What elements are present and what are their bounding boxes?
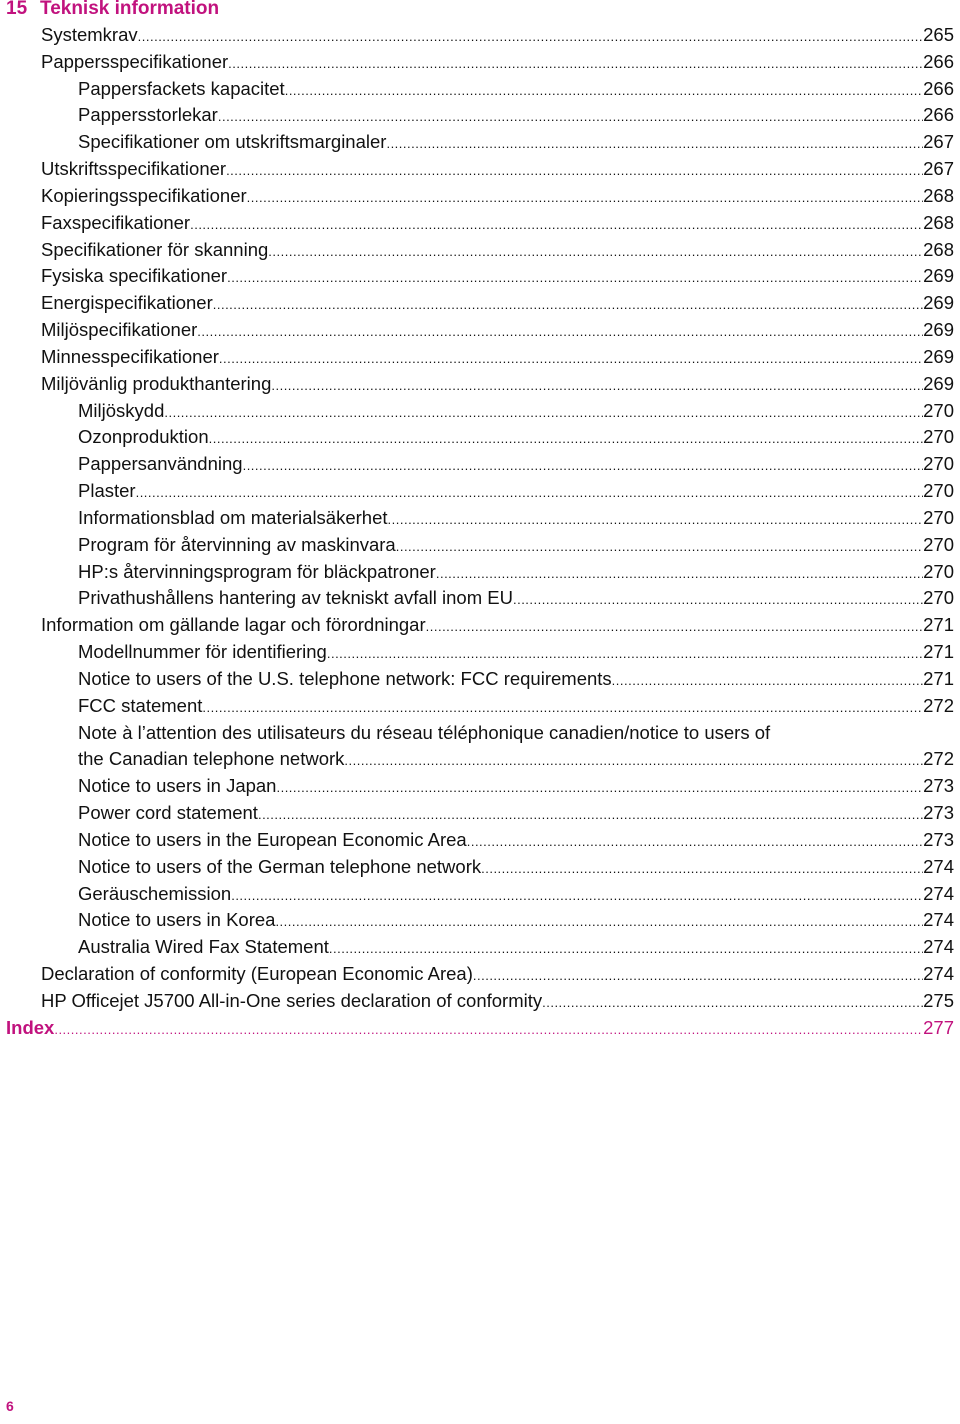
toc-entry-title: Informationsblad om materialsäkerhet	[78, 506, 388, 528]
dot-leader	[344, 748, 923, 775]
dot-leader	[542, 990, 923, 1017]
toc-entry[interactable]	[0, 371, 960, 398]
toc-entry-title: Notice to users of the German telephone network	[78, 855, 482, 877]
toc-entry[interactable]	[0, 344, 960, 371]
toc-entry-page: 271	[923, 667, 954, 689]
dot-leader	[473, 963, 923, 990]
dot-leader	[329, 936, 923, 963]
toc-entry-title: Declaration of conformity (European Economic Area)	[41, 962, 473, 984]
index-page: 277	[923, 1016, 954, 1038]
toc-entry-page: 268	[923, 211, 954, 233]
chapter-number: 15	[6, 0, 28, 19]
toc-entry-page: 270	[923, 426, 954, 448]
toc-entry[interactable]	[0, 263, 960, 290]
dot-leader	[228, 51, 923, 78]
toc-entry-page: 274	[923, 882, 954, 904]
toc-entry-title: Pappersstorlekar	[78, 104, 218, 126]
toc-entry-page: 270	[923, 587, 954, 609]
dot-leader	[275, 909, 923, 936]
dot-leader	[396, 534, 923, 561]
dot-leader	[386, 131, 923, 158]
chapter-heading[interactable]	[6, 0, 219, 22]
dot-leader	[276, 775, 923, 802]
toc-entry[interactable]	[0, 854, 960, 881]
toc-entry[interactable]	[0, 49, 960, 76]
toc-entry-page: 266	[923, 77, 954, 99]
toc-entry-page: 269	[923, 292, 954, 314]
toc-entry-page: 269	[923, 319, 954, 341]
dot-leader	[219, 346, 923, 373]
dot-leader	[197, 319, 923, 346]
toc-entry-title: Notice to users in the European Economic Area	[78, 828, 467, 850]
toc-entry[interactable]	[0, 532, 960, 559]
toc-entry-page: 270	[923, 533, 954, 555]
toc-entry-title: Utskriftsspecifikationer	[41, 158, 227, 180]
toc-entry[interactable]	[0, 639, 960, 666]
toc-entry-page: 274	[923, 962, 954, 984]
toc-entry[interactable]	[0, 156, 960, 183]
dot-leader	[202, 695, 923, 722]
toc-entry-page: 268	[923, 184, 954, 206]
toc-entry-title: Faxspecifikationer	[41, 211, 191, 233]
toc-entry-page: 271	[923, 641, 954, 663]
dot-leader	[481, 856, 923, 883]
toc-entry-page: 274	[923, 909, 954, 931]
toc-entry[interactable]	[0, 102, 960, 129]
toc-entry[interactable]	[0, 773, 960, 800]
dot-leader	[513, 587, 923, 614]
toc-entry-page: 270	[923, 506, 954, 528]
toc-entry-title: Fysiska specifikationer	[41, 265, 228, 287]
dot-leader	[231, 883, 923, 910]
toc-entry-title: HP:s återvinningsprogram för bläckpatroner	[78, 560, 436, 582]
dot-leader	[226, 158, 923, 185]
toc-entry-page: 266	[923, 50, 954, 72]
toc-entry[interactable]	[0, 612, 960, 639]
toc-entry[interactable]	[0, 290, 960, 317]
toc-entry-title: Specifikationer om utskriftsmarginaler	[78, 131, 387, 153]
dot-leader	[268, 239, 923, 266]
dot-leader	[467, 829, 923, 856]
toc-entry-page: 269	[923, 345, 954, 367]
dot-leader	[227, 265, 923, 292]
toc-entry[interactable]	[0, 22, 960, 49]
toc-entry-page: 267	[923, 158, 954, 180]
dot-leader	[247, 185, 923, 212]
toc-entry-page: 274	[923, 855, 954, 877]
dot-leader	[54, 1017, 923, 1044]
toc-entry-title: Minnesspecifikationer	[41, 345, 219, 367]
dot-leader	[258, 802, 923, 829]
toc-entry-title: Notice to users in Korea	[78, 909, 276, 931]
toc-entry-title: Kopieringsspecifikationer	[41, 184, 247, 206]
toc-entry[interactable]	[0, 76, 960, 103]
toc-entry-page: 271	[923, 614, 954, 636]
toc-entry-title: Miljöskydd	[78, 399, 165, 421]
toc-entry-page: 272	[923, 748, 954, 770]
toc-entry-title: Privathushållens hantering av tekniskt avfall inom EU	[78, 587, 513, 609]
dot-leader	[243, 453, 924, 480]
toc-entry-page: 274	[923, 936, 954, 958]
toc-entry-title-cont: the Canadian telephone network	[78, 748, 345, 770]
dot-leader	[271, 373, 923, 400]
dot-leader	[612, 668, 923, 695]
toc-entry-page: 272	[923, 694, 954, 716]
dot-leader	[436, 561, 923, 588]
toc-entry-page: 270	[923, 480, 954, 502]
toc-entry-title: Pappersspecifikationer	[41, 50, 229, 72]
toc-entry-title: Notice to users in Japan	[78, 775, 277, 797]
toc-entry[interactable]	[0, 907, 960, 934]
dot-leader	[218, 104, 923, 131]
toc-entry-title: Plaster	[78, 480, 136, 502]
toc-entry[interactable]	[0, 559, 960, 586]
toc-entry-page: 273	[923, 775, 954, 797]
toc-entry-title: Specifikationer för skanning	[41, 238, 269, 260]
toc-entry-page: 270	[923, 399, 954, 421]
toc-entry[interactable]	[0, 961, 960, 988]
toc-entry-title: Note à l’attention des utilisateurs du réseau téléphonique canadien/notice to users of	[78, 721, 771, 743]
toc-entry[interactable]	[0, 317, 960, 344]
toc-entry[interactable]	[0, 666, 960, 693]
toc-entry-page: 273	[923, 802, 954, 824]
dot-leader	[285, 78, 923, 105]
dot-leader	[190, 212, 923, 239]
toc-list	[0, 22, 960, 1041]
toc-entry-index[interactable]	[0, 1015, 960, 1042]
toc-entry[interactable]	[0, 424, 960, 451]
toc-entry-title: Pappersanvändning	[78, 453, 243, 475]
toc-entry-page: 269	[923, 372, 954, 394]
chapter-title: Teknisk information	[40, 0, 220, 19]
toc-entry-title: Information om gällande lagar och förordningar	[41, 614, 426, 636]
toc-entry-page: 269	[923, 265, 954, 287]
dot-leader	[426, 614, 924, 641]
toc-entry-title: Program för återvinning av maskinvara	[78, 533, 396, 555]
index-title: Index	[6, 1016, 55, 1038]
toc-entry[interactable]	[0, 505, 960, 532]
toc-entry-page: 266	[923, 104, 954, 126]
toc-entry-title: HP Officejet J5700 All-in-One series declaration of conformity	[41, 989, 543, 1011]
toc-entry[interactable]	[0, 693, 960, 720]
toc-entry-page: 268	[923, 238, 954, 260]
toc-entry[interactable]	[0, 881, 960, 908]
toc-entry[interactable]	[0, 210, 960, 237]
toc-entry-title: Energispecifikationer	[41, 292, 213, 314]
toc-entry-title: FCC statement	[78, 694, 203, 716]
toc-entry-title: Ozonproduktion	[78, 426, 209, 448]
toc-entry-title: Australia Wired Fax Statement	[78, 936, 329, 958]
toc-entry-page: 265	[923, 24, 954, 45]
dot-leader	[209, 426, 924, 453]
dot-leader	[213, 292, 923, 319]
dot-leader	[138, 24, 923, 51]
toc-entry-title: Pappersfackets kapacitet	[78, 77, 285, 99]
toc-entry-title: Geräuschemission	[78, 882, 232, 904]
toc-entry[interactable]	[0, 720, 960, 774]
toc-entry-title: Modellnummer för identifiering	[78, 641, 327, 663]
dot-leader	[136, 480, 924, 507]
toc-entry[interactable]	[0, 800, 960, 827]
dot-leader	[164, 400, 923, 427]
toc-entry-title: Miljövänlig produkthantering	[41, 372, 272, 394]
dot-leader	[327, 641, 923, 668]
toc-entry-title: Systemkrav	[41, 24, 138, 45]
toc-entry-title: Miljöspecifikationer	[41, 319, 198, 341]
toc-entry[interactable]	[0, 451, 960, 478]
toc-entry-page: 270	[923, 560, 954, 582]
toc-entry[interactable]	[0, 398, 960, 425]
footer-page-number: 6	[6, 1398, 14, 1414]
toc-entry[interactable]	[0, 988, 960, 1015]
toc-entry-page: 267	[923, 131, 954, 153]
toc-entry[interactable]	[0, 237, 960, 264]
toc-entry[interactable]	[0, 478, 960, 505]
toc-entry[interactable]	[0, 129, 960, 156]
toc-entry-page: 273	[923, 828, 954, 850]
toc-entry-page: 275	[923, 989, 954, 1011]
toc-entry[interactable]	[0, 827, 960, 854]
toc-entry[interactable]	[0, 585, 960, 612]
toc-entry-title: Power cord statement	[78, 802, 258, 824]
toc-entry-title: Notice to users of the U.S. telephone network: FCC requirements	[78, 667, 612, 689]
toc-entry-page: 270	[923, 453, 954, 475]
toc-entry[interactable]	[0, 183, 960, 210]
toc-entry[interactable]	[0, 934, 960, 961]
toc-entry-continuation	[78, 746, 954, 773]
dot-leader	[388, 507, 924, 534]
